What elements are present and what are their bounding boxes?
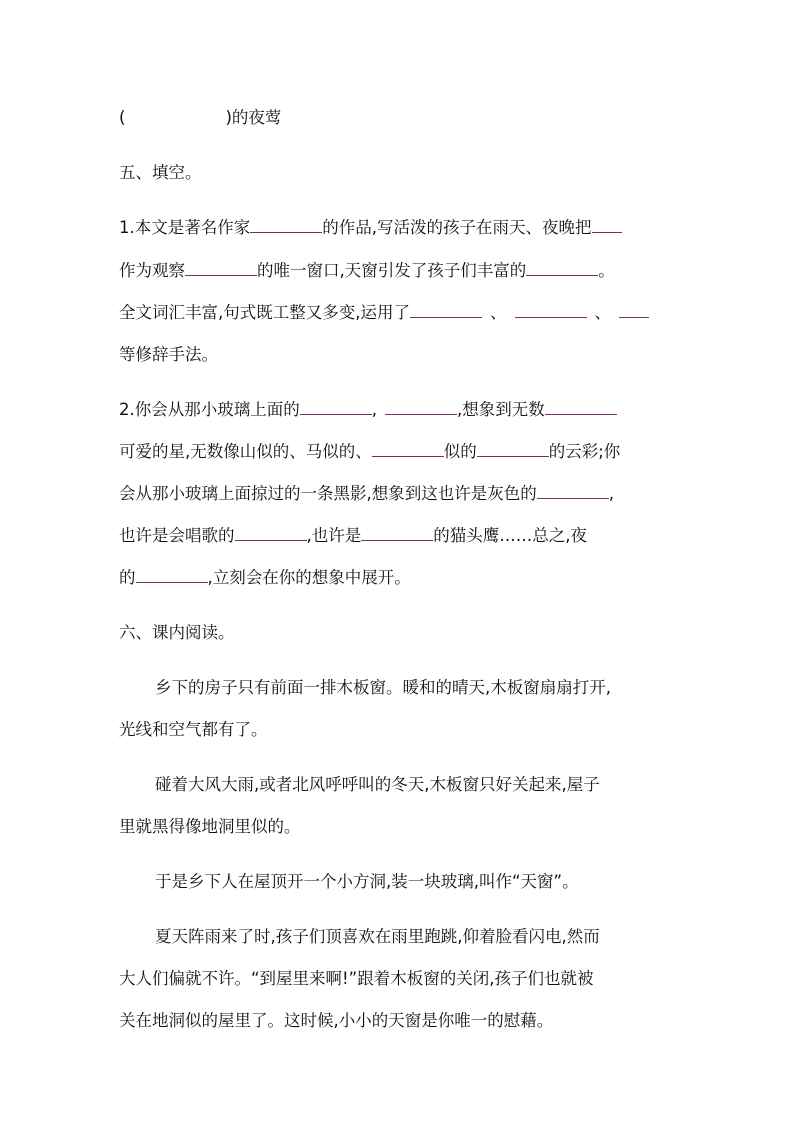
q1-text: 、 [594, 303, 611, 322]
q1-text: 、 [490, 303, 507, 322]
q2-text: 的 [119, 568, 136, 587]
q1-text: 的唯一窗口,天窗引发了孩子们丰富的 [257, 261, 527, 280]
question-2-line-3 [119, 483, 614, 505]
q2-text: ,立刻会在你的想象中展开。 [207, 568, 411, 587]
q2-text: ,也许是 [306, 526, 362, 545]
q2-text: 也许是会唱歌的 [119, 526, 235, 545]
fill-blank[interactable] [300, 399, 372, 415]
question-1-line-1 [119, 217, 622, 239]
question-1-line-4: 等修辞手法。 [119, 345, 218, 364]
passage-paragraph-1-line-2: 光线和空气都有了。 [119, 720, 268, 739]
fill-blank[interactable] [619, 302, 649, 318]
q1-text: 全文词汇丰富,句式既工整又多变,运用了 [119, 303, 410, 322]
question-2-line-2 [119, 441, 620, 463]
q1-text: 。 [598, 261, 615, 280]
fill-blank[interactable] [361, 525, 433, 541]
passage-paragraph-1-line-1: 乡下的房子只有前面一排木板窗。暖和的晴天,木板窗扇扇打开, [155, 678, 611, 697]
fill-blank[interactable] [477, 441, 549, 457]
fill-blank[interactable] [545, 399, 617, 415]
question-2-line-4 [119, 525, 587, 547]
phrase-text: )的夜莺 [225, 108, 282, 127]
passage-paragraph-2-line-1: 碰着大风大雨,或者北风呼呼叫的冬天,木板窗只好关起来,屋子 [155, 775, 600, 794]
fill-blank[interactable] [526, 260, 598, 276]
q2-text: 可爱的星,无数像山似的、马似的、 [119, 442, 372, 461]
fill-blank[interactable] [250, 217, 322, 233]
fill-blank[interactable] [537, 483, 609, 499]
passage-paragraph-2-line-2: 里就黑得像地洞里似的。 [119, 817, 301, 836]
fill-blank[interactable] [235, 525, 307, 541]
previous-question-tail [119, 107, 281, 129]
fill-blank[interactable] [592, 217, 622, 233]
q1-text: 1.本文是著名作家 [119, 218, 251, 237]
q2-text: 会从那小玻璃上面掠过的一条黑影,想象到这也许是灰色的 [119, 484, 537, 503]
fill-blank[interactable] [372, 441, 444, 457]
fill-blank[interactable] [515, 302, 587, 318]
passage-paragraph-4-line-2: 大人们偏就不许。“到屋里来啊!”跟着木板窗的关闭,孩子们也就被 [119, 969, 594, 988]
q2-text: 似的 [443, 442, 477, 461]
q2-text: , [608, 484, 614, 503]
q1-text: 的作品,写活泼的孩子在雨天、夜晚把 [322, 218, 592, 237]
question-2-line-5 [119, 567, 411, 589]
question-1-line-2 [119, 260, 615, 282]
section-five-heading: 五、填空。 [119, 163, 202, 182]
passage-paragraph-3: 于是乡下人在屋顶开一个小方洞,装一块玻璃,叫作“天窗”。 [155, 872, 579, 891]
q2-text: ,想象到无数 [457, 400, 545, 419]
fill-blank[interactable] [385, 399, 457, 415]
fill-blank[interactable] [136, 567, 208, 583]
q1-text: 作为观察 [119, 261, 185, 280]
q2-text: 2.你会从那小玻璃上面的 [119, 400, 300, 419]
open-paren: ( [119, 108, 126, 127]
passage-paragraph-4-line-3: 关在地洞似的屋里了。这时候,小小的天窗是你唯一的慰藉。 [119, 1011, 554, 1030]
question-1-line-3 [119, 302, 649, 324]
question-2-line-1 [119, 399, 617, 421]
q2-text: 的猫头鹰……总之,夜 [433, 526, 587, 545]
passage-paragraph-4-line-1: 夏天阵雨来了时,孩子们顶喜欢在雨里跑跳,仰着脸看闪电,然而 [155, 927, 600, 946]
section-six-heading: 六、课内阅读。 [119, 623, 235, 642]
q2-text: 的云彩;你 [548, 442, 621, 461]
q2-text: , [371, 400, 377, 419]
fill-blank[interactable] [410, 302, 482, 318]
fill-blank[interactable] [185, 260, 257, 276]
